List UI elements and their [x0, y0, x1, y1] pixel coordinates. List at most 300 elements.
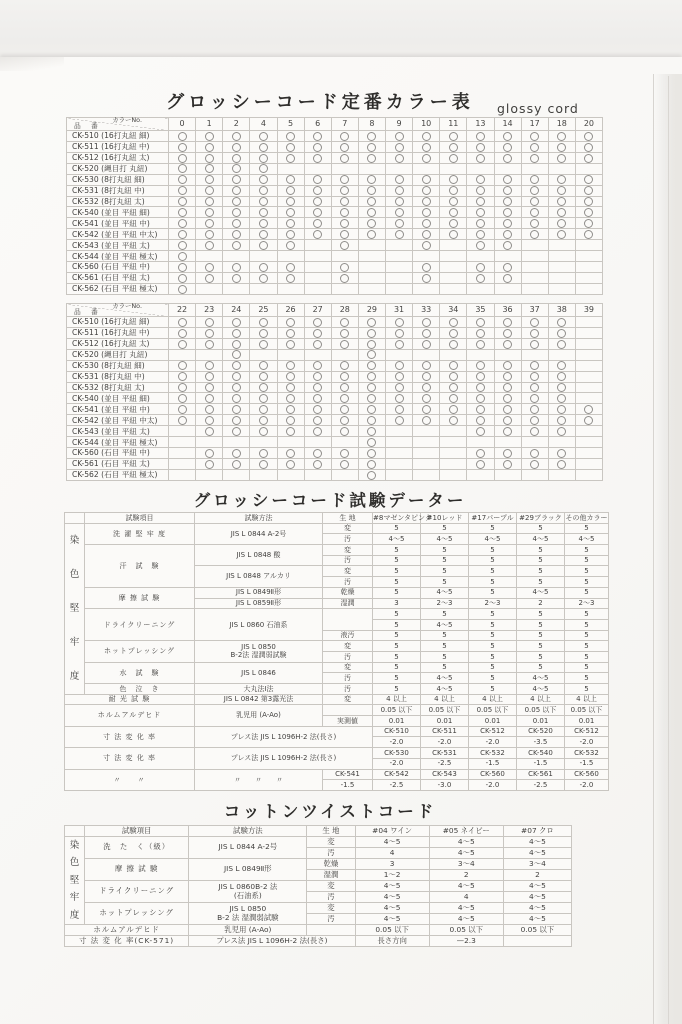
- available-circle-icon: [232, 427, 241, 436]
- table-cell: 色 泣 き: [85, 684, 195, 695]
- availability-cell: [358, 317, 385, 328]
- table-cell: 5: [565, 651, 609, 662]
- availability-cell: [304, 229, 331, 240]
- availability-cell: [223, 240, 250, 251]
- table-cell: 0.05 以下: [503, 925, 571, 936]
- available-circle-icon: [584, 230, 593, 239]
- table-cell: -1.5: [565, 758, 609, 769]
- availability-cell: [196, 338, 223, 349]
- available-circle-icon: [205, 197, 214, 206]
- available-circle-icon: [178, 405, 187, 414]
- color-number-header: 22: [169, 304, 196, 317]
- product-name: CK-543 (並目 平紐 太): [67, 240, 169, 251]
- availability-cell: [331, 426, 358, 437]
- available-circle-icon: [340, 449, 349, 458]
- available-circle-icon: [422, 143, 431, 152]
- available-circle-icon: [178, 230, 187, 239]
- available-circle-icon: [449, 197, 458, 206]
- available-circle-icon: [395, 340, 404, 349]
- available-circle-icon: [259, 175, 268, 184]
- available-circle-icon: [476, 405, 485, 414]
- table-cell: 5: [565, 619, 609, 630]
- table-cell: CK-512: [469, 726, 517, 737]
- color-number-header: 39: [575, 304, 602, 317]
- table-cell: 5: [565, 555, 609, 566]
- availability-cell: [223, 437, 250, 448]
- color-number-header: 27: [304, 304, 331, 317]
- availability-cell: [521, 196, 548, 207]
- available-circle-icon: [286, 219, 295, 228]
- available-circle-icon: [205, 460, 214, 469]
- table-cell: 変: [307, 881, 355, 892]
- availability-cell: [440, 240, 467, 251]
- availability-cell: [358, 382, 385, 393]
- available-circle-icon: [286, 263, 295, 272]
- available-circle-icon: [340, 143, 349, 152]
- availability-cell: [413, 349, 440, 360]
- available-circle-icon: [232, 405, 241, 414]
- available-circle-icon: [584, 219, 593, 228]
- table-cell: 1〜2: [355, 870, 429, 881]
- color-number-header: 13: [467, 118, 494, 131]
- availability-cell: [331, 174, 358, 185]
- table-cell: 変: [307, 903, 355, 914]
- product-name: CK-510 (16打丸紐 細): [67, 131, 169, 142]
- availability-cell: [413, 141, 440, 152]
- available-circle-icon: [584, 154, 593, 163]
- availability-cell: [331, 262, 358, 273]
- availability-cell: [548, 283, 575, 294]
- color-number-header: 8: [358, 118, 385, 131]
- availability-cell: [169, 131, 196, 142]
- color-number-header: 29: [358, 304, 385, 317]
- available-circle-icon: [367, 175, 376, 184]
- product-name: CK-542 (並目 平紐 中太): [67, 415, 169, 426]
- availability-cell: [169, 141, 196, 152]
- availability-cell: [223, 251, 250, 262]
- availability-cell: [440, 131, 467, 142]
- availability-cell: [440, 229, 467, 240]
- availability-cell: [169, 229, 196, 240]
- available-circle-icon: [178, 329, 187, 338]
- availability-cell: [467, 229, 494, 240]
- column-header: #17パープル: [469, 513, 517, 524]
- table-cell: JIS L 0842 第3露光法: [195, 694, 323, 705]
- availability-cell: [548, 163, 575, 174]
- table-cell: 5: [517, 630, 565, 641]
- availability-cell: [358, 458, 385, 469]
- table-cell: 5: [421, 630, 469, 641]
- availability-cell: [548, 382, 575, 393]
- availability-cell: [548, 469, 575, 480]
- available-circle-icon: [259, 164, 268, 173]
- availability-cell: [521, 360, 548, 371]
- available-circle-icon: [530, 318, 539, 327]
- product-name: CK-512 (16打丸紐 太): [67, 152, 169, 163]
- availability-cell: [169, 251, 196, 262]
- color-number-header: 7: [331, 118, 358, 131]
- availability-cell: [304, 185, 331, 196]
- available-circle-icon: [476, 219, 485, 228]
- table-cell: 5: [373, 684, 421, 695]
- available-circle-icon: [232, 175, 241, 184]
- available-circle-icon: [178, 252, 187, 261]
- table-cell: 0.05 以下: [429, 925, 503, 936]
- available-circle-icon: [584, 175, 593, 184]
- available-circle-icon: [205, 132, 214, 141]
- table-cell: 長さ方向: [355, 936, 429, 947]
- availability-cell: [413, 393, 440, 404]
- table-cell: 大丸法Ⅰ法: [195, 684, 323, 695]
- availability-cell: [358, 415, 385, 426]
- color-number-header: 38: [548, 304, 575, 317]
- availability-cell: [304, 251, 331, 262]
- available-circle-icon: [422, 361, 431, 370]
- available-circle-icon: [557, 143, 566, 152]
- table-cell: 〃 〃: [65, 769, 195, 791]
- available-circle-icon: [367, 438, 376, 447]
- availability-cell: [467, 185, 494, 196]
- availability-cell: [277, 360, 304, 371]
- test-row: [65, 769, 609, 780]
- available-circle-icon: [503, 143, 512, 152]
- table-cell: 5: [517, 609, 565, 620]
- availability-cell: [494, 229, 521, 240]
- available-circle-icon: [313, 230, 322, 239]
- table-cell: 寸 法 変 化 率: [65, 726, 195, 747]
- availability-cell: [304, 382, 331, 393]
- color-no-label: カラーNo.: [112, 116, 142, 124]
- table-cell: CK-561: [517, 769, 565, 780]
- available-circle-icon: [449, 154, 458, 163]
- availability-cell: [250, 393, 277, 404]
- availability-cell: [196, 262, 223, 273]
- availability-cell: [386, 404, 413, 415]
- availability-cell: [250, 382, 277, 393]
- table-cell: 0.05 以下: [421, 705, 469, 716]
- availability-cell: [196, 437, 223, 448]
- column-header: 試験方法: [189, 826, 307, 837]
- availability-cell: [521, 283, 548, 294]
- table-cell: 4 以上: [565, 694, 609, 705]
- available-circle-icon: [395, 405, 404, 414]
- product-name: CK-540 (並目 平紐 細): [67, 393, 169, 404]
- availability-cell: [358, 196, 385, 207]
- available-circle-icon: [530, 132, 539, 141]
- availability-cell: [358, 229, 385, 240]
- availability-cell: [494, 349, 521, 360]
- availability-cell: [358, 360, 385, 371]
- availability-cell: [277, 272, 304, 283]
- table-cell: 5: [469, 651, 517, 662]
- availability-cell: [548, 152, 575, 163]
- availability-cell: [575, 393, 602, 404]
- available-circle-icon: [503, 318, 512, 327]
- product-name: CK-510 (16打丸紐 細): [67, 317, 169, 328]
- table-cell: JIS L 0844 A-2号: [189, 837, 307, 859]
- table-cell: 4〜5: [469, 534, 517, 545]
- table-cell: 4〜5: [429, 837, 503, 848]
- available-circle-icon: [503, 132, 512, 141]
- color-number-header: 14: [494, 118, 521, 131]
- availability-cell: [331, 251, 358, 262]
- color-number-header: 1: [196, 118, 223, 131]
- available-circle-icon: [584, 405, 593, 414]
- table-cell: 変: [323, 523, 373, 534]
- availability-cell: [575, 272, 602, 283]
- availability-cell: [223, 317, 250, 328]
- availability-cell: [304, 240, 331, 251]
- availability-cell: [386, 283, 413, 294]
- product-name: CK-560 (石目 平紐 中): [67, 262, 169, 273]
- available-circle-icon: [340, 132, 349, 141]
- table-cell: 4〜5: [517, 673, 565, 684]
- available-circle-icon: [503, 241, 512, 250]
- availability-cell: [196, 360, 223, 371]
- availability-cell: [386, 437, 413, 448]
- color-number-header: 5: [277, 118, 304, 131]
- cotton-twist-title: コットンツイストコード: [223, 802, 437, 821]
- product-name: CK-531 (8打丸紐 中): [67, 371, 169, 382]
- available-circle-icon: [395, 208, 404, 217]
- product-name: CK-541 (並目 平紐 中): [67, 218, 169, 229]
- table-cell: 5: [373, 630, 421, 641]
- table-cell: 乳児用 (A-Ao): [195, 705, 323, 726]
- available-circle-icon: [557, 460, 566, 469]
- availability-cell: [494, 262, 521, 273]
- available-circle-icon: [557, 416, 566, 425]
- availability-cell: [196, 240, 223, 251]
- availability-cell: [223, 371, 250, 382]
- table-cell: 3: [373, 598, 421, 609]
- table-cell: ホルムアルデヒド: [65, 925, 189, 936]
- available-circle-icon: [503, 197, 512, 206]
- availability-cell: [331, 448, 358, 459]
- availability-cell: [250, 240, 277, 251]
- availability-cell: [358, 207, 385, 218]
- item-number-label: 品 番: [74, 121, 102, 130]
- availability-cell: [467, 218, 494, 229]
- available-circle-icon: [205, 394, 214, 403]
- available-circle-icon: [313, 175, 322, 184]
- table-cell: 汚: [323, 673, 373, 684]
- table-cell: 2: [429, 870, 503, 881]
- available-circle-icon: [232, 274, 241, 283]
- color-number-header: 33: [413, 304, 440, 317]
- available-circle-icon: [367, 329, 376, 338]
- table-cell: 5: [469, 630, 517, 641]
- available-circle-icon: [530, 427, 539, 436]
- available-circle-icon: [259, 460, 268, 469]
- table-cell: JIS L 0860 石油系: [195, 609, 323, 641]
- table-cell: 洗 濯 堅 牢 度: [85, 523, 195, 544]
- availability-cell: [521, 131, 548, 142]
- availability-cell: [304, 262, 331, 273]
- available-circle-icon: [178, 372, 187, 381]
- available-circle-icon: [584, 186, 593, 195]
- availability-cell: [250, 174, 277, 185]
- available-circle-icon: [205, 361, 214, 370]
- product-row: [67, 360, 603, 371]
- availability-cell: [358, 174, 385, 185]
- test-row: [65, 545, 609, 556]
- available-circle-icon: [557, 372, 566, 381]
- availability-cell: [331, 163, 358, 174]
- availability-cell: [494, 218, 521, 229]
- available-circle-icon: [313, 460, 322, 469]
- availability-cell: [223, 163, 250, 174]
- available-circle-icon: [205, 274, 214, 283]
- table-cell: JIS L 0849Ⅱ形: [189, 859, 307, 881]
- table-cell: ホットプレッシング: [85, 641, 195, 662]
- available-circle-icon: [178, 186, 187, 195]
- availability-cell: [250, 229, 277, 240]
- available-circle-icon: [340, 175, 349, 184]
- availability-cell: [548, 207, 575, 218]
- available-circle-icon: [503, 427, 512, 436]
- availability-cell: [575, 141, 602, 152]
- color-number-header: 17: [521, 118, 548, 131]
- table-cell: 4〜5: [355, 837, 429, 848]
- test-row: [65, 705, 609, 716]
- availability-cell: [386, 163, 413, 174]
- table-cell: 5: [469, 577, 517, 588]
- table-cell: 5: [469, 673, 517, 684]
- available-circle-icon: [584, 143, 593, 152]
- availability-cell: [440, 185, 467, 196]
- availability-cell: [575, 458, 602, 469]
- availability-cell: [196, 185, 223, 196]
- table-cell: 4〜5: [565, 534, 609, 545]
- product-name: CK-544 (並目 平紐 極太): [67, 251, 169, 262]
- test-row: [65, 684, 609, 695]
- availability-cell: [277, 371, 304, 382]
- table-cell: -2.0: [373, 737, 421, 748]
- availability-cell: [331, 349, 358, 360]
- available-circle-icon: [476, 241, 485, 250]
- availability-cell: [250, 131, 277, 142]
- availability-cell: [250, 207, 277, 218]
- table-cell: 5: [565, 566, 609, 577]
- table-cell: 2〜3: [565, 598, 609, 609]
- availability-cell: [277, 458, 304, 469]
- availability-cell: [413, 240, 440, 251]
- availability-cell: [494, 272, 521, 283]
- availability-cell: [304, 415, 331, 426]
- available-circle-icon: [557, 449, 566, 458]
- available-circle-icon: [530, 230, 539, 239]
- availability-cell: [304, 218, 331, 229]
- available-circle-icon: [557, 383, 566, 392]
- availability-cell: [440, 283, 467, 294]
- availability-cell: [548, 404, 575, 415]
- available-circle-icon: [395, 383, 404, 392]
- product-row: [67, 262, 603, 273]
- available-circle-icon: [205, 329, 214, 338]
- available-circle-icon: [340, 340, 349, 349]
- column-header: #8マゼンタピンク: [373, 513, 432, 522]
- available-circle-icon: [503, 383, 512, 392]
- available-circle-icon: [503, 263, 512, 272]
- availability-cell: [548, 360, 575, 371]
- available-circle-icon: [367, 361, 376, 370]
- available-circle-icon: [286, 318, 295, 327]
- availability-cell: [386, 458, 413, 469]
- availability-cell: [440, 426, 467, 437]
- availability-cell: [196, 327, 223, 338]
- available-circle-icon: [530, 329, 539, 338]
- test-row: [65, 837, 572, 848]
- table-cell: 汗 試 験: [85, 545, 195, 588]
- table-cell: 3〜4: [503, 859, 571, 870]
- table-cell: 0.05 以下: [565, 705, 609, 716]
- availability-cell: [169, 448, 196, 459]
- availability-cell: [521, 448, 548, 459]
- availability-cell: [331, 469, 358, 480]
- available-circle-icon: [503, 394, 512, 403]
- available-circle-icon: [449, 372, 458, 381]
- available-circle-icon: [259, 132, 268, 141]
- availability-cell: [331, 131, 358, 142]
- availability-cell: [467, 240, 494, 251]
- availability-cell: [386, 262, 413, 273]
- color-number-header: 36: [494, 304, 521, 317]
- color-number-header: 18: [548, 118, 575, 131]
- product-row: [67, 272, 603, 283]
- availability-cell: [331, 458, 358, 469]
- table-cell: JIS L 0850 B-2 法 湿潤弱試験: [189, 903, 307, 925]
- availability-cell: [413, 382, 440, 393]
- availability-cell: [223, 283, 250, 294]
- availability-cell: [277, 404, 304, 415]
- availability-cell: [223, 327, 250, 338]
- table-cell: 5: [565, 673, 609, 684]
- availability-cell: [413, 207, 440, 218]
- availability-cell: [304, 458, 331, 469]
- available-circle-icon: [178, 154, 187, 163]
- available-circle-icon: [286, 197, 295, 206]
- availability-cell: [386, 240, 413, 251]
- available-circle-icon: [232, 230, 241, 239]
- available-circle-icon: [530, 340, 539, 349]
- available-circle-icon: [476, 340, 485, 349]
- available-circle-icon: [232, 416, 241, 425]
- availability-cell: [494, 207, 521, 218]
- table-cell: 4: [355, 848, 429, 859]
- availability-cell: [169, 196, 196, 207]
- table-cell: 変: [323, 641, 373, 652]
- availability-cell: [196, 469, 223, 480]
- availability-cell: [548, 272, 575, 283]
- table-cell: -2.0: [421, 737, 469, 748]
- available-circle-icon: [476, 186, 485, 195]
- availability-cell: [413, 338, 440, 349]
- available-circle-icon: [259, 263, 268, 272]
- availability-cell: [196, 283, 223, 294]
- product-row: [67, 338, 603, 349]
- available-circle-icon: [286, 143, 295, 152]
- table-cell: 0.01: [373, 716, 421, 727]
- available-circle-icon: [557, 197, 566, 206]
- table-cell: 4〜5: [421, 534, 469, 545]
- availability-cell: [386, 251, 413, 262]
- available-circle-icon: [367, 350, 376, 359]
- availability-cell: [467, 152, 494, 163]
- availability-cell: [223, 207, 250, 218]
- availability-cell: [169, 185, 196, 196]
- available-circle-icon: [395, 197, 404, 206]
- availability-cell: [467, 338, 494, 349]
